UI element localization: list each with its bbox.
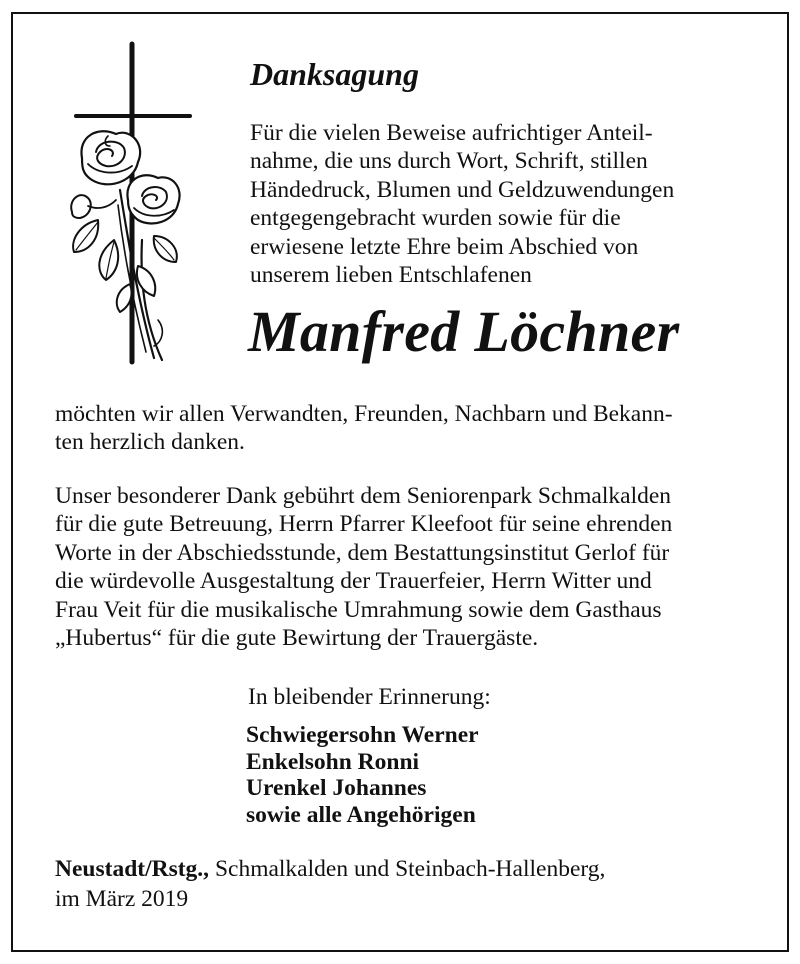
signers-list (246, 722, 479, 828)
text-line: Unser besonderer Dank gebührt dem Seniorenpark Schmalkalden (55, 483, 672, 509)
date: im März 2019 (55, 886, 189, 912)
text-line: die würdevolle Ausgestaltung der Trauerfeier, Herrn Witter und (55, 568, 652, 595)
place-and-date (55, 854, 605, 914)
text-line: für die gute Betreuung, Herrn Pfarrer Kleefoot für seine ehrenden (55, 511, 673, 538)
special-thanks-paragraph (55, 482, 775, 652)
thanks-paragraph (55, 400, 775, 457)
signer: Enkelsohn Ronni (246, 748, 420, 775)
signer: Schwiegersohn Werner (246, 722, 479, 748)
text-line: unserem lieben Entschlafenen (250, 262, 532, 289)
place-line (55, 854, 605, 884)
signer: Urenkel Johannes (246, 775, 427, 801)
closing-phrase: In bleibender Erinnerung: (248, 684, 491, 710)
text-line: nahme, die uns durch Wort, Schrift, stillen (250, 148, 648, 175)
text-line: erwiesene letzte Ehre beim Abschied von (250, 233, 639, 260)
text-line: möchten wir allen Verwandten, Freunden, Nachbarn und Bekann- (55, 401, 673, 427)
cross-with-roses-icon (58, 40, 198, 370)
text-line: „Hubertus“ für die gute Bewirtung der Trauergäste. (55, 625, 539, 652)
text-line: ten herzlich danken. (55, 429, 245, 456)
text-line: Worte in der Abschiedsstunde, dem Bestattungsinstitut Gerlof für (55, 539, 670, 566)
text-line: Händedruck, Blumen und Geldzuwendungen (250, 176, 675, 203)
text-line: Für die vielen Beweise aufrichtiger Anteil- (250, 120, 653, 146)
place-primary: Neustadt/Rstg., (55, 856, 210, 882)
notice-heading: Danksagung (250, 56, 419, 92)
place-secondary: Schmalkalden und Steinbach-Hallenberg, (209, 856, 606, 882)
deceased-name: Manfred Löchner (248, 299, 680, 364)
intro-text (250, 119, 770, 289)
text-line: Frau Veit für die musikalische Umrahmung sowie dem Gasthaus (55, 596, 662, 623)
text-line: entgegengebracht wurden sowie für die (250, 205, 621, 232)
signer: sowie alle Angehörigen (246, 801, 476, 828)
